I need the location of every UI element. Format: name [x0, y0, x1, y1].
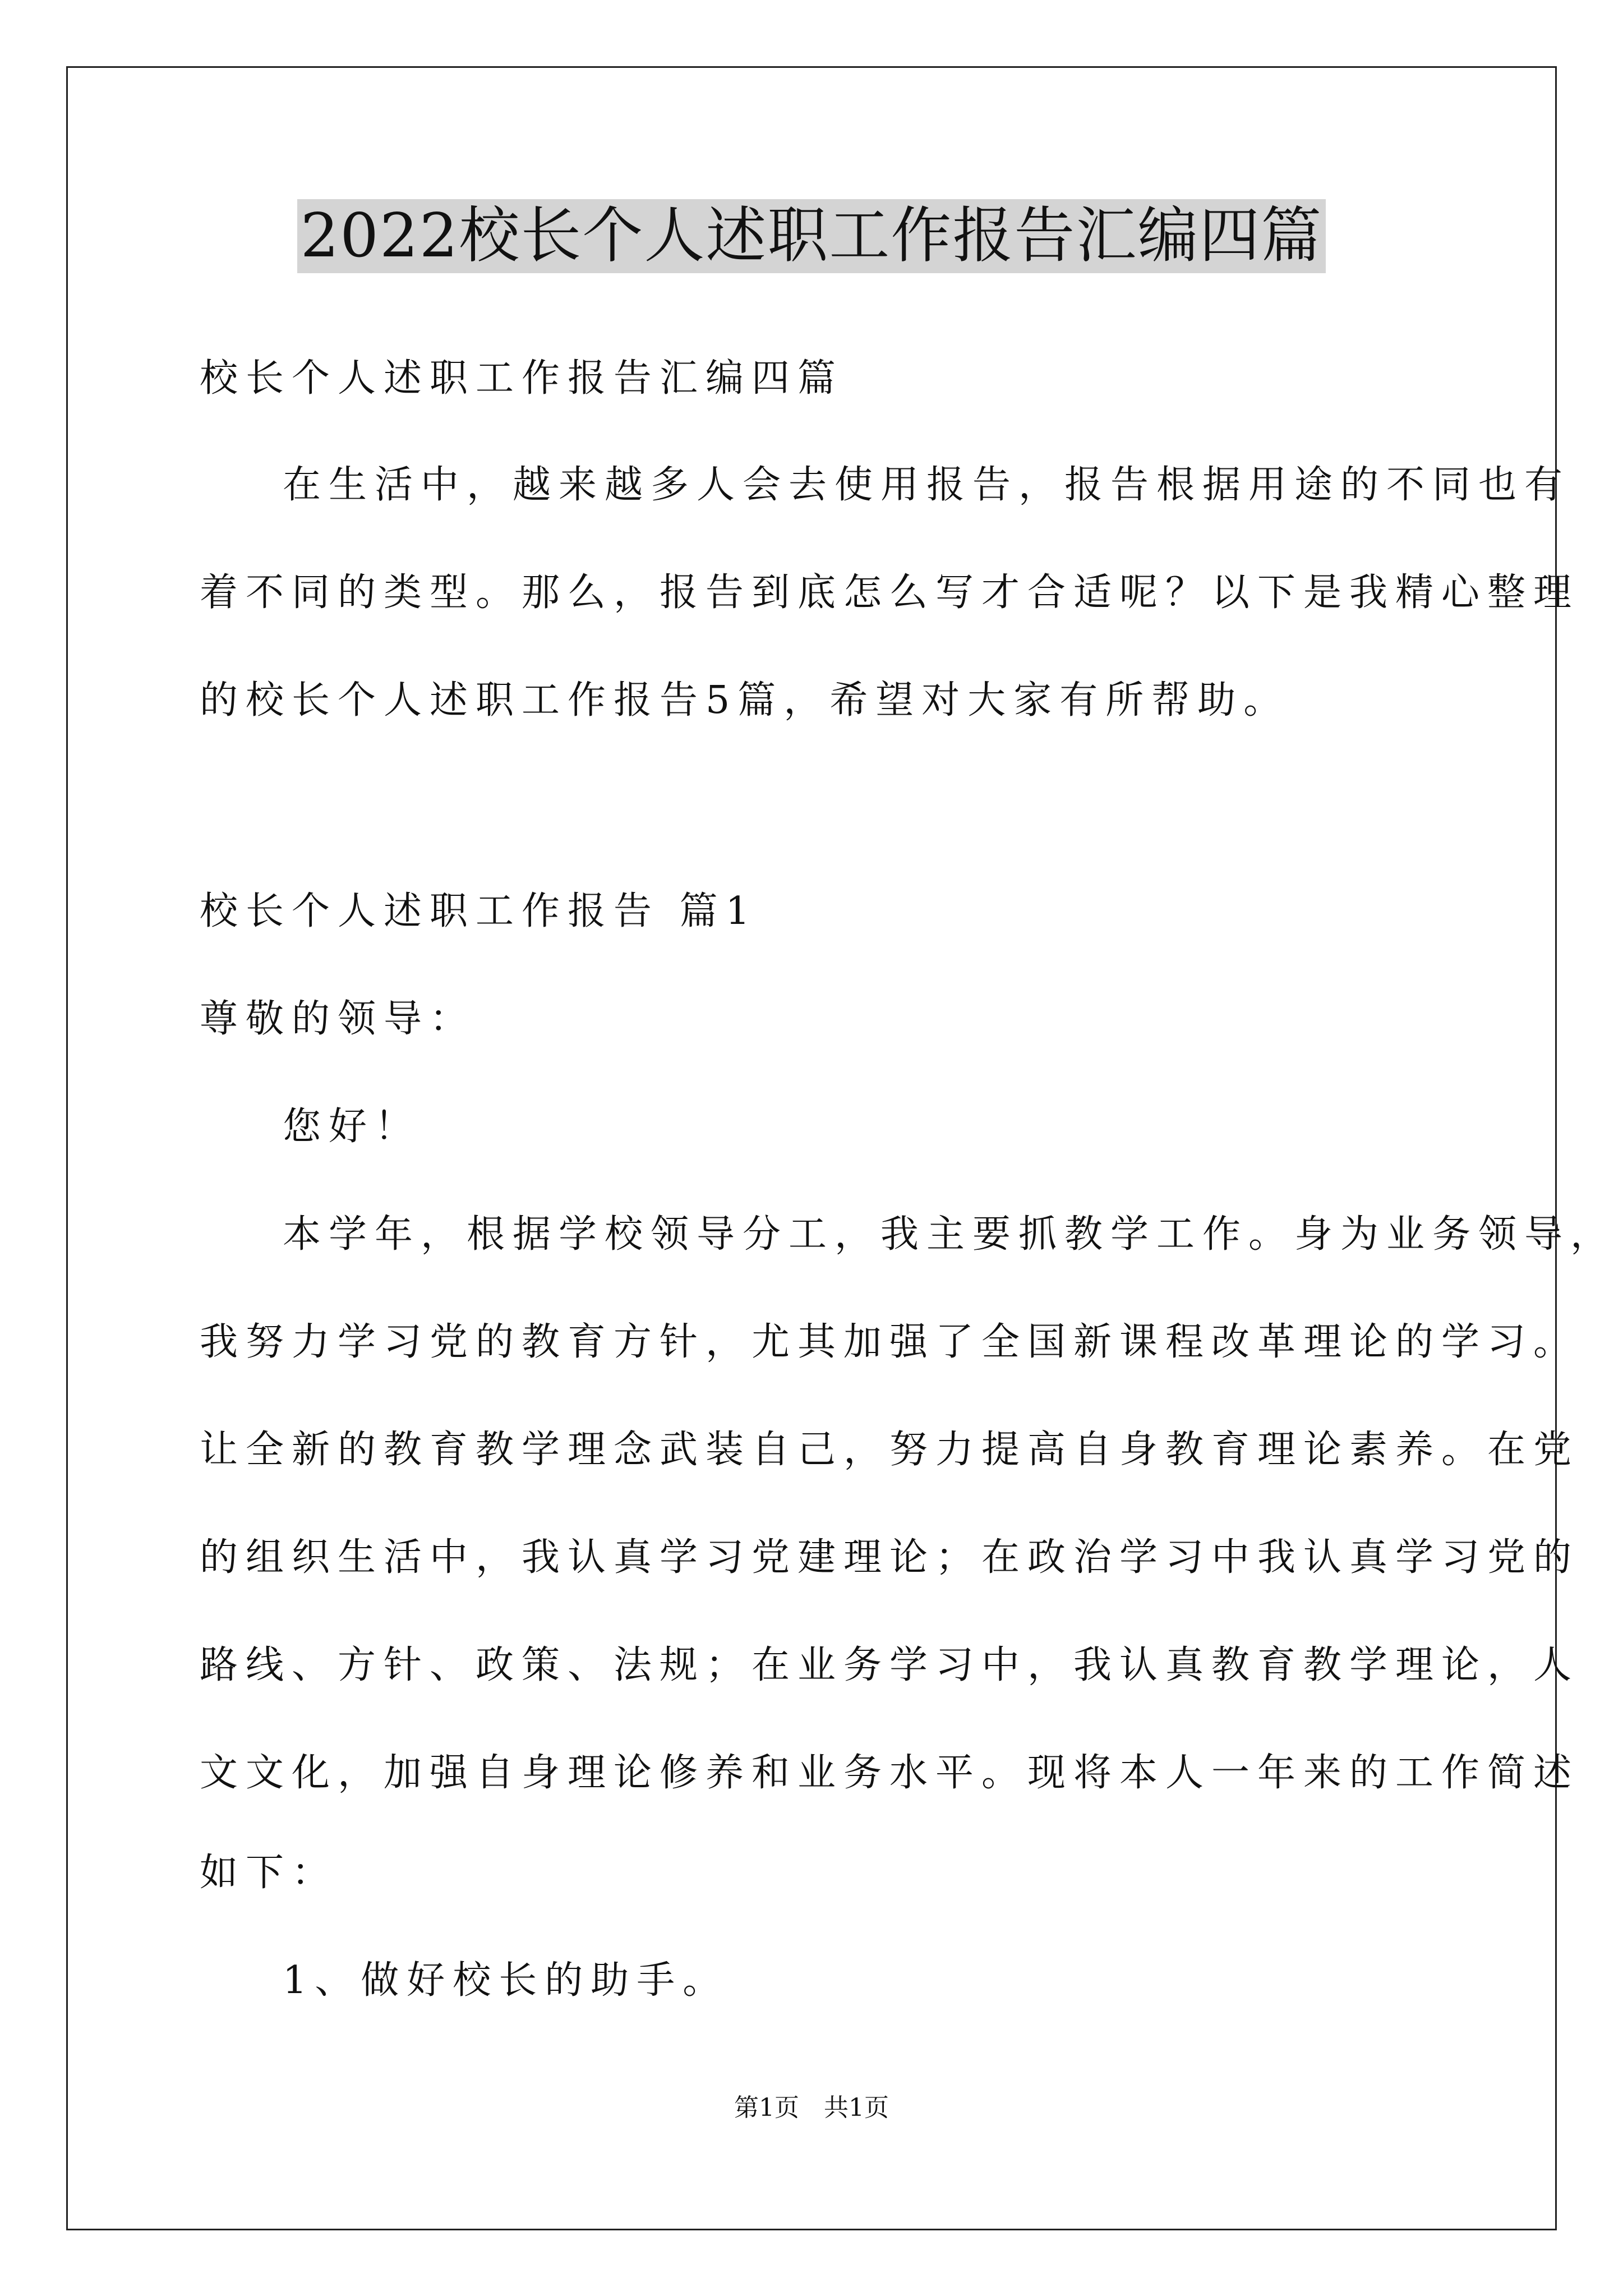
body-line-5: 路线、方针、政策、法规；在业务学习中，我认真教育教学理论，人 — [200, 1643, 1580, 1687]
page-number-current: 第1页 — [734, 2093, 799, 2122]
body-line-7: 如下： — [200, 1851, 338, 1895]
document-subtitle: 校长个人述职工作报告汇编四篇 — [200, 356, 844, 401]
page-number-total: 共1页 — [824, 2093, 889, 2122]
salutation: 尊敬的领导： — [200, 997, 476, 1041]
body-line-1: 本学年，根据学校领导分工，我主要抓教学工作。身为业务领导， — [283, 1212, 1617, 1257]
intro-line-1: 在生活中，越来越多人会去使用报告，报告根据用途的不同也有 — [283, 463, 1571, 507]
page-footer — [0, 2091, 1623, 2125]
body-line-6: 文文化，加强自身理论修养和业务水平。现将本人一年来的工作简述 — [200, 1751, 1580, 1795]
list-item-1: 1、做好校长的助手。 — [283, 1958, 729, 2003]
title-container — [0, 199, 1623, 273]
intro-line-3: 的校长个人述职工作报告5篇，希望对大家有所帮助。 — [200, 678, 1290, 723]
body-line-2: 我努力学习党的教育方针，尤其加强了全国新课程改革理论的学习。 — [200, 1320, 1580, 1364]
body-line-3: 让全新的教育教学理念武装自己，努力提高自身教育理论素养。在党 — [200, 1428, 1580, 1472]
intro-line-2: 着不同的类型。那么，报告到底怎么写才合适呢？以下是我精心整理 — [200, 570, 1580, 615]
greeting: 您好！ — [283, 1105, 421, 1149]
document-title: 2022校长个人述职工作报告汇编四篇 — [297, 199, 1326, 273]
section-heading: 校长个人述职工作报告 篇1 — [200, 889, 758, 933]
body-line-4: 的组织生活中，我认真学习党建理论；在政治学习中我认真学习党的 — [200, 1535, 1580, 1580]
